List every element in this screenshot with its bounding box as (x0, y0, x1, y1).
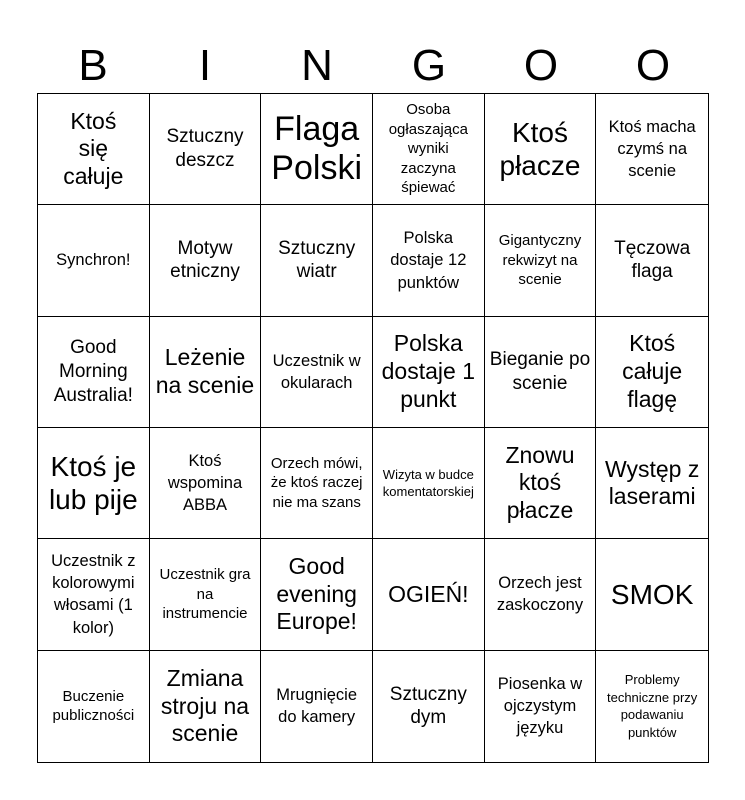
cell-text: Ktoś wspomina ABBA (167, 451, 243, 515)
bingo-cell[interactable] (261, 94, 373, 205)
cell-text: Wizyta w budce komentatorskiej (382, 466, 474, 500)
bingo-cell[interactable] (150, 317, 262, 428)
cell-text: Flaga Polski (271, 110, 362, 188)
cell-text: Ktoś całuje flagę (622, 330, 683, 412)
bingo-cell[interactable] (38, 317, 150, 428)
bingo-cell[interactable] (596, 205, 708, 316)
bingo-cell[interactable] (485, 94, 597, 205)
cell-text: Sztuczny dym (389, 683, 467, 729)
bingo-cell[interactable] (373, 317, 485, 428)
cell-text: SMOK (610, 578, 694, 610)
cell-text: Piosenka w ojczystym języku (497, 674, 583, 738)
cell-text: Synchron! (56, 251, 131, 270)
bingo-cell[interactable] (150, 651, 262, 762)
bingo-cell[interactable] (150, 428, 262, 539)
cell-text: Ktoś płacze (499, 117, 581, 182)
cell-text: Good Morning Australia! (53, 337, 133, 406)
cell-text: Problemy techniczne przy podawaniu punktów (606, 672, 698, 740)
bingo-cell[interactable] (261, 539, 373, 650)
bingo-cell[interactable] (38, 428, 150, 539)
cell-text: Orzech jest zaskoczony (496, 574, 584, 615)
bingo-cell[interactable] (485, 317, 597, 428)
cell-text: OGIEŃ! (388, 580, 469, 607)
cell-text: Uczestnik gra na instrumencie (159, 566, 251, 623)
cell-text: Bieganie po scenie (489, 349, 591, 394)
bingo-cell[interactable] (261, 317, 373, 428)
cell-text: Leżenie na scenie (155, 344, 255, 398)
bingo-cell[interactable] (485, 651, 597, 762)
cell-text: Gigantyczny rekwizyt na scenie (498, 232, 582, 289)
header-letter-o: O (523, 41, 559, 90)
cell-text: Good evening Europe! (276, 553, 357, 635)
cell-text: Polska dostaje 1 punkt (381, 330, 475, 412)
bingo-cell[interactable] (373, 205, 485, 316)
header-letter-i: I (198, 41, 212, 90)
bingo-cell[interactable] (150, 205, 262, 316)
bingo-cell[interactable] (261, 205, 373, 316)
bingo-cell[interactable] (596, 94, 708, 205)
bingo-cell[interactable] (373, 428, 485, 539)
bingo-header (37, 38, 709, 94)
cell-text: Mrugnięcie do kamery (276, 686, 358, 727)
bingo-cell[interactable] (38, 651, 150, 762)
bingo-grid (37, 93, 709, 763)
cell-text: Sztuczny wiatr (278, 237, 356, 283)
cell-text: Orzech mówi, że ktoś raczej nie ma szans (270, 454, 363, 511)
cell-text: Uczestnik z kolorowymi włosami (1 kolor) (51, 551, 136, 637)
bingo-cell[interactable] (485, 205, 597, 316)
bingo-cell[interactable] (596, 317, 708, 428)
bingo-cell[interactable] (150, 94, 262, 205)
bingo-cell[interactable] (261, 651, 373, 762)
bingo-cell[interactable] (38, 539, 150, 650)
cell-text: Sztuczny deszcz (166, 126, 244, 172)
header-letter-g: G (411, 41, 447, 90)
cell-text: Zmiana stroju na scenie (160, 664, 250, 747)
bingo-cell[interactable] (373, 94, 485, 205)
cell-text: Znowu ktoś płacze (505, 441, 575, 523)
cell-text: Ktoś macha czymś na scenie (608, 117, 696, 181)
cell-text: Tęczowa flaga (614, 237, 691, 283)
cell-text: Motyw etniczny (170, 237, 240, 283)
cell-text: Uczestnik w okularach (272, 351, 361, 392)
header-letter-n: N (301, 41, 333, 90)
cell-text: Osoba ogłaszająca wyniki zaczyna śpiewać (388, 101, 468, 197)
cell-text: Polska dostaje 12 punktów (390, 229, 467, 292)
bingo-cell[interactable] (596, 651, 708, 762)
bingo-cell[interactable] (38, 205, 150, 316)
bingo-cell[interactable] (373, 651, 485, 762)
bingo-cell[interactable] (596, 539, 708, 650)
header-letter-o-2: O (635, 41, 671, 90)
cell-text: Występ z laserami (604, 455, 700, 510)
header-letter-b: B (78, 41, 108, 90)
bingo-cell[interactable] (485, 428, 597, 539)
bingo-cell[interactable] (38, 94, 150, 205)
bingo-cell[interactable] (596, 428, 708, 539)
bingo-cell[interactable] (261, 428, 373, 539)
bingo-cell[interactable] (373, 539, 485, 650)
cell-text: Ktoś je lub pije (48, 451, 138, 516)
cell-text: Ktoś się całuje (63, 107, 124, 189)
bingo-cell[interactable] (150, 539, 262, 650)
cell-text: Buczenie publiczności (52, 687, 135, 725)
bingo-cell[interactable] (485, 539, 597, 650)
